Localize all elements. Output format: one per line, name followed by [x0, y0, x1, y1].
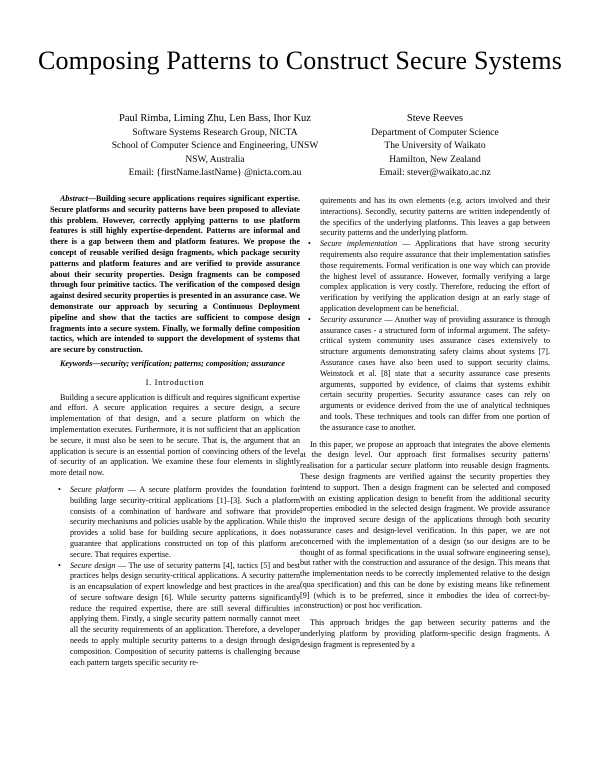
bullet-item [300, 315, 550, 434]
abstract-text: —Building secure applications requires significant expertise. Secure platforms and security patterns have been proposed to alleviate this problem. However, correctly applying patterns to use platform features is still highly expertise-dependent. Patterns are informal and there is a gap between them and platform features. We propose the concept of reusable verified design fragments, which package security patterns and platform features and are verified to provide assurance about their security properties. Design fragments can be composed through four primitive tactics. The verification of the composed design against desired security properties is presented in an assurance case. We demonstrate our approach by securing a Continuous Deployment pipeline and show that the tactics are sufficient to compose design fragments into a secure system. Finally, we formally define composition tactics, which are intended to support the development of systems that are secure by construction. [50, 194, 300, 355]
bullet-text: — Another way of providing assurance is through assurance cases - a structured form of informal argument. The safety-critical system community uses assurance cases extensively to structure arguments demonstrating safety claims about systems [7]. Assurance cases have also been used to support security claims. Weinstock et al. [8] state that a security assurance case presents arguments, supported by evidence, of claims that systems exhibit certain security properties. Security assurance cases can rely on arguments or evidence derived from the use of analytical techniques and tools. These techniques and tools can differ from one portion of the assurance case to another. [320, 314, 550, 432]
keywords-label: Keywords [60, 358, 93, 368]
bullet-name: Secure implementation [320, 239, 398, 249]
section-heading: I. Introduction [145, 376, 205, 387]
affiliation-line: Hamilton, New Zealand [389, 154, 481, 165]
bullet-icon: • [308, 314, 311, 324]
affiliation-line: The University of Waikato [384, 141, 486, 152]
author-names: Paul Rimba, Liming Zhu, Len Bass, Ihor Kuz [119, 113, 311, 124]
bullet-icon: • [58, 484, 61, 494]
bullet-name: Security assurance [320, 314, 382, 324]
affiliation-line: Department of Computer Science [371, 127, 499, 138]
bullet-item [300, 239, 550, 315]
author-block-right [350, 112, 520, 181]
affiliation-line: School of Computer Science and Engineering, UNSW [111, 141, 319, 152]
right-column [300, 196, 550, 651]
body-paragraph: This approach bridges the gap between security patterns and the underlying platform by providing platform-specific design fragments. A design fragment is represented by a [300, 618, 550, 649]
abstract [50, 194, 300, 356]
bullet-icon: • [58, 560, 61, 570]
body-paragraph: In this paper, we propose an approach that integrates the above elements at the design level. Our approach first formalises security patterns' realisation for a particular secure platform into reusable design fragments. These design fragments are verified against the security properties they intend to support. Then a design fragment can be selected and composed with an existing application design to benefit from the additional security properties embodied in the selected design fragment. We provide assurance to the improved secure design of the applications through both security assurance cases and design-level verification. In this paper, we are not concerned with the implementation of a design (so our designs are to be thought of as formal specifications in the usual software engineering sense), but rather with the construction and assurance of the design. This means that the implementation needs to be correctly implemented relative to the design (qua specification) and this can be done by existing means like refinement [9] (which is to be preferred, since it embodies the idea of correct-by-construction) or post hoc verification. [300, 439, 550, 611]
email-line: Email: stever@waikato.ac.nz [379, 168, 491, 179]
bullet-icon: • [308, 239, 311, 249]
keywords-text: —security; verification; patterns; composition; assurance [92, 358, 285, 368]
bullet-text: — A secure platform provides the foundation for building large security-critical applications [1]–[3]. Such a platform consists of a combination of hardware and software that provide security mechanisms and policies usable by the application. While this provides a solid base for building secure applications, it does not guarantee that applications constructed on top of this platform are secure. That requires expertise. [70, 484, 300, 559]
bullet-name: Secure platform [70, 484, 124, 494]
left-column [50, 194, 300, 668]
author-block-left [80, 112, 350, 181]
bullet-continuation: quirements and has its own elements (e.g. actors involved and their interactions). Secondly, security patterns are written independently of the specifics of the underlying platforms. This leaves a gap between security patterns and the underlying platform. [320, 196, 550, 238]
bullet-item [50, 485, 300, 561]
author-names: Steve Reeves [406, 113, 464, 124]
keywords [50, 359, 300, 370]
affiliation-line: Software Systems Research Group, NICTA [132, 127, 298, 138]
bullet-item [50, 561, 300, 669]
bullet-text: — Applications that have strong security requirements also require assurance that their implementation satisfies those requirements. Formal verification is one way which can provide the highest level of assurance. However, formally verifying a large complex application is very costly. Therefore, reducing the effort of verification by verifying the application design at an early stage of application development can be beneficial. [320, 239, 550, 313]
intro-paragraph: Building a secure application is difficult and requires significant expertise and effort. A secure application requires a secure design, a secure implementation of that design, and a secure platform on which the implementation executes. Furthermore, it is not sufficient that an application be secure, it must also be seen to be secure. That is, the argument that an application is secure is an essential portion of convincing others of the level of security of an application. We examine these four elements in slightly more detail now. [50, 392, 300, 478]
abstract-label: Abstract [60, 194, 88, 203]
paper-title: Composing Patterns to Construct Secure Systems [37, 46, 563, 75]
affiliation-line: NSW, Australia [185, 154, 245, 165]
email-line: Email: {firstName.lastName} @nicta.com.au [128, 168, 302, 179]
bullet-name: Secure design [70, 560, 116, 570]
bullet-text: — The use of security patterns [4], tactics [5] and best practices helps design security-critical applications. A security pattern is an encapsulation of expert knowledge and best practices in the area of secure software design [6]. While security patterns significantly reduce the required expertise, there are still several difficulties in applying them. Firstly, a single security pattern normally cannot meet all the security requirements of an application. Therefore, a developer needs to apply multiple security patterns to a design through design composition. Composition of security patterns is challenging because each pattern targets specific security re- [70, 560, 300, 667]
